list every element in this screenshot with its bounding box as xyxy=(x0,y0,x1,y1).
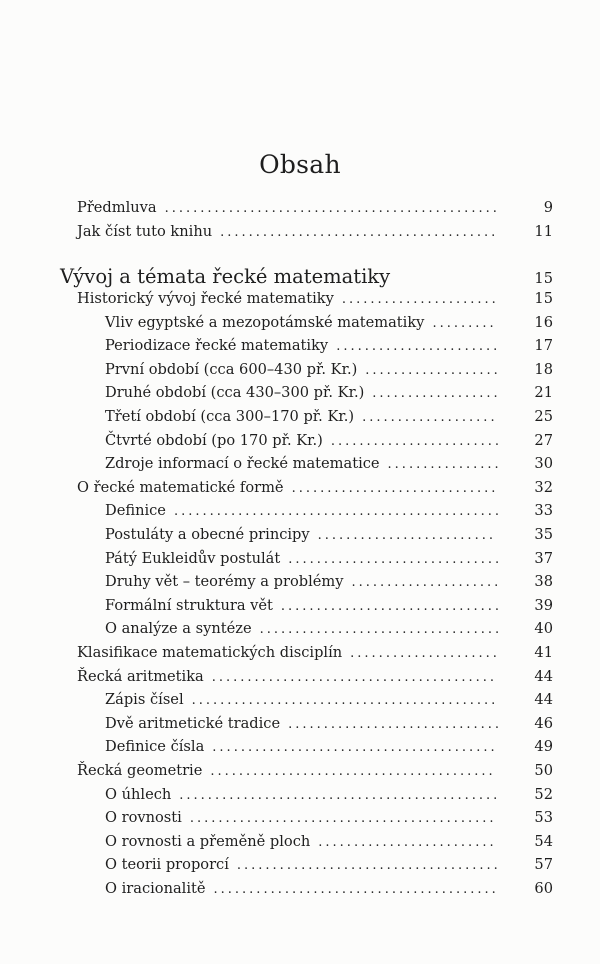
leader-dots: ................ xyxy=(387,457,502,473)
toc-page-number: 11 xyxy=(534,223,553,240)
toc-entry-label: Definice xyxy=(105,502,166,520)
toc-page-number: 37 xyxy=(534,549,553,567)
toc-entry-label: Druhy vět – teorémy a problémy xyxy=(105,573,344,591)
toc-page-number: 41 xyxy=(534,644,553,661)
toc-entry xyxy=(105,335,553,357)
toc-section-heading xyxy=(60,264,553,290)
toc-entry xyxy=(105,524,553,546)
toc-page-number: 15 xyxy=(534,270,553,287)
toc-entry-label: Formální struktura vět xyxy=(105,596,273,614)
toc-entry xyxy=(105,618,553,640)
toc-entry xyxy=(105,784,553,806)
toc-entry-label: Zápis čísel xyxy=(105,691,184,709)
toc-page-number: 18 xyxy=(534,360,553,378)
leader-dots: ..................................... xyxy=(236,858,501,874)
leader-dots: .................................. xyxy=(259,622,503,638)
toc-entry xyxy=(105,312,553,334)
toc-entry xyxy=(105,500,553,522)
leader-dots: ......................... xyxy=(317,528,496,543)
toc-entry-label: Zdroje informací o řecké matematice xyxy=(105,455,380,473)
toc-page-number: 25 xyxy=(534,408,553,425)
toc-page-number: 44 xyxy=(534,691,553,709)
toc-entry-label: Čtvrté období (po 170 př. Kr.) xyxy=(105,431,323,449)
toc-entry-label: Klasifikace matematických disciplín xyxy=(77,644,343,661)
toc-entry-label: Postuláty a obecné principy xyxy=(105,526,310,543)
leader-dots: ....................... xyxy=(336,339,501,355)
leader-dots: ....................................... xyxy=(220,225,499,240)
toc-entry xyxy=(77,288,553,310)
toc-entry-label: Dvě aritmetické tradice xyxy=(105,714,281,732)
toc-page-number: 40 xyxy=(534,620,553,638)
toc-page-number: 52 xyxy=(534,785,553,803)
leader-dots: ............................................. xyxy=(179,787,501,803)
toc-entry-label: O úhlech xyxy=(105,785,172,803)
toc-page-number: 17 xyxy=(534,337,553,355)
leader-dots: ........................ xyxy=(330,433,503,449)
toc-page-number: 15 xyxy=(534,290,553,307)
toc-entry-label: O analýze a syntéze xyxy=(105,620,252,638)
leader-dots: ............................. xyxy=(291,480,499,496)
toc-entry xyxy=(77,666,553,688)
leader-dots: .............................. xyxy=(288,716,503,732)
toc-page-number: 30 xyxy=(534,455,553,473)
toc-entry xyxy=(105,453,553,475)
leader-dots: ......... xyxy=(432,315,497,331)
toc-entry-label: O teorii proporcí xyxy=(105,856,229,874)
toc-entry-label: O rovnosti a přeměně ploch xyxy=(105,832,311,850)
page-title: Obsah xyxy=(259,150,341,179)
leader-dots: ........................................... xyxy=(191,693,499,709)
toc-page-number: 57 xyxy=(534,856,553,874)
toc-entry xyxy=(105,595,553,617)
toc-page-number: 46 xyxy=(534,714,553,732)
toc-entry xyxy=(77,477,553,499)
toc-page-number: 44 xyxy=(534,667,553,685)
toc-entry-label: První období (cca 600–430 př. Kr.) xyxy=(105,360,358,378)
toc-entry-label: Jak číst tuto knihu xyxy=(77,223,213,240)
toc-entry-label: O iracionalitě xyxy=(105,880,206,897)
toc-entry-label: Vývoj a témata řecké matematiky xyxy=(60,265,391,288)
toc-page-number: 33 xyxy=(534,502,553,520)
leader-dots: ..................... xyxy=(350,646,500,661)
toc-page-number: 27 xyxy=(534,431,553,449)
toc-entry xyxy=(105,359,553,381)
toc-page-number: 60 xyxy=(534,880,553,897)
toc-entry-label: Předmluva xyxy=(77,199,157,216)
toc-entry-label: Definice čísla xyxy=(105,738,205,756)
toc-entry xyxy=(105,382,553,404)
toc-entry-label: Historický vývoj řecké matematiky xyxy=(77,290,334,307)
toc-page-number: 39 xyxy=(534,596,553,614)
toc-entry-label: O rovnosti xyxy=(105,809,182,827)
leader-dots: ............................................... xyxy=(164,201,500,216)
toc-page-number: 9 xyxy=(543,199,553,216)
toc-entry xyxy=(105,807,553,829)
toc-entry-label: O řecké matematické formě xyxy=(77,478,284,496)
toc-entry-label: Řecká aritmetika xyxy=(77,667,204,685)
leader-dots: ............................... xyxy=(280,598,503,614)
toc-entry xyxy=(77,642,553,664)
toc-entry-label: Řecká geometrie xyxy=(77,762,203,779)
leader-dots: ........................................ xyxy=(211,669,498,685)
toc-entry xyxy=(77,221,553,243)
leader-dots: ........................................ xyxy=(210,764,496,779)
toc-page-number: 16 xyxy=(534,313,553,331)
toc-entry xyxy=(105,854,553,876)
toc-entry-label: Druhé období (cca 430–300 př. Kr.) xyxy=(105,384,365,402)
toc-entry-label: Periodizace řecké matematiky xyxy=(105,337,329,355)
toc-entry xyxy=(105,430,553,452)
toc-page-number: 32 xyxy=(534,478,553,496)
toc-entry-label: Vliv egyptské a mezopotámské matematiky xyxy=(105,313,425,331)
leader-dots: ........................................ xyxy=(212,740,498,756)
toc-entry xyxy=(77,760,553,782)
toc-entry xyxy=(105,713,553,735)
leader-dots: ..................... xyxy=(351,575,502,591)
toc-page-number: 38 xyxy=(534,573,553,591)
toc-page-number: 49 xyxy=(534,738,553,756)
leader-dots: .............................. xyxy=(288,551,503,567)
leader-dots: ................... xyxy=(365,362,501,378)
leader-dots: ......................... xyxy=(318,834,497,850)
toc-entry-label: Pátý Eukleidův postulát xyxy=(105,549,281,567)
toc-entry xyxy=(105,878,553,900)
toc-entry xyxy=(105,406,553,428)
toc-entry xyxy=(105,689,553,711)
leader-dots: ................... xyxy=(362,410,498,425)
leader-dots: ........................................... xyxy=(189,811,497,827)
toc-entry xyxy=(105,571,553,593)
toc-entry xyxy=(105,548,553,570)
toc-entry xyxy=(77,197,553,219)
leader-dots: ........................................ xyxy=(213,882,499,897)
toc-page-number: 50 xyxy=(534,762,553,779)
leader-dots: ...................... xyxy=(341,292,499,307)
toc-page-number: 21 xyxy=(534,384,553,402)
toc-page-number: 54 xyxy=(534,832,553,850)
leader-dots: .............................................. xyxy=(173,504,503,520)
toc-entry xyxy=(105,831,553,853)
toc-entry xyxy=(105,736,553,758)
toc-entry-label: Třetí období (cca 300–170 př. Kr.) xyxy=(105,408,355,425)
leader-dots: .................. xyxy=(372,386,501,402)
toc-page-number: 35 xyxy=(534,526,553,543)
toc-page-number: 53 xyxy=(534,809,553,827)
